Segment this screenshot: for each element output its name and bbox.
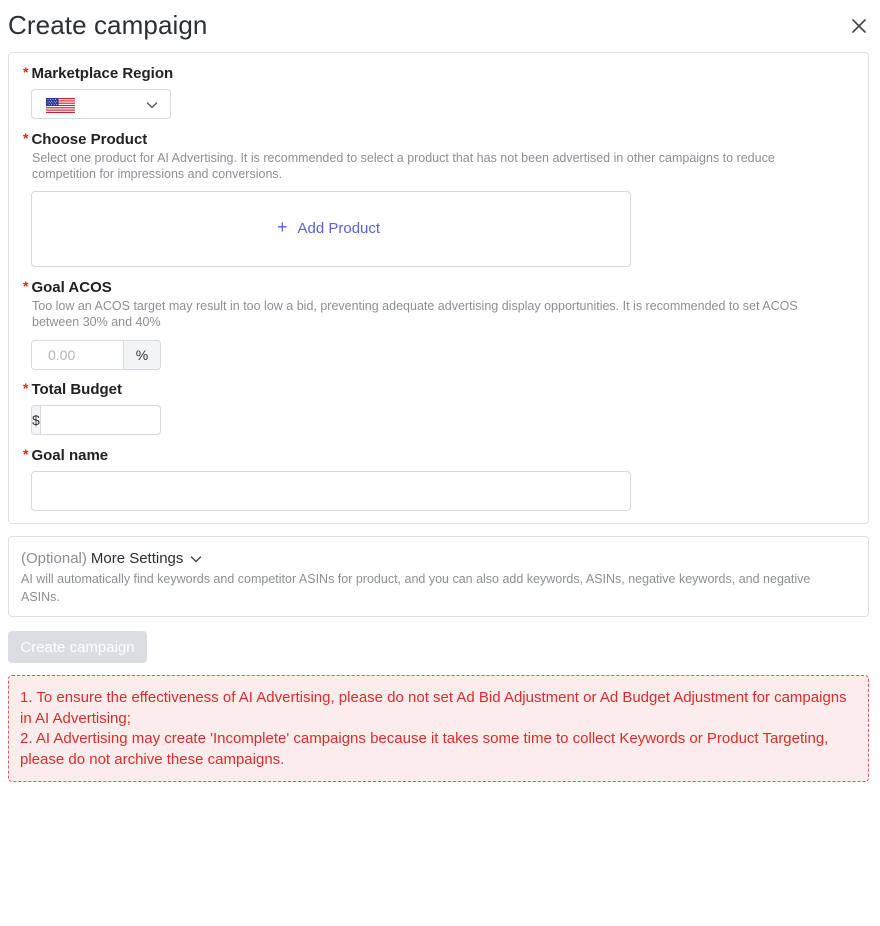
required-mark: * [23,130,29,146]
create-campaign-button[interactable]: Create campaign [8,631,147,663]
marketplace-region-select[interactable] [31,89,171,119]
goal-name-input[interactable] [31,471,631,511]
add-product-label: Add Product [297,219,381,237]
choose-product-label: * Choose Product [23,130,148,148]
required-mark: * [23,446,29,462]
required-mark: * [23,64,29,80]
goal-acos-label: * Goal ACOS [23,278,112,296]
more-settings-hint: AI will automatically find keywords and competitor ASINs for product, and you can also add keywords, ASINs, negative keywords, and negative ASINs. [21,572,811,604]
plus-icon: + [277,217,288,237]
more-settings-panel [8,536,869,617]
optional-label: (Optional) [21,550,87,567]
more-settings-toggle[interactable] [21,550,202,567]
close-icon [849,16,869,36]
chevron-down-icon [146,100,158,110]
goal-acos-field [31,340,161,370]
chevron-down-icon [190,554,202,564]
campaign-form [8,52,869,524]
choose-product-hint: Select one product for AI Advertising. It is recommended to select a product that has not been advertised in other campaigns to reduce competition for impressions and conversions. [32,151,775,181]
notice-item: 1. To ensure the effectiveness of AI Advertising, please do not set Ad Bid Adjustment or Ad Budget Adjustment for campaigns in AI Advertising; [20,689,847,727]
total-budget-label: * Total Budget [23,380,122,398]
goal-name-label: * Goal name [23,446,109,464]
goal-acos-hint: Too low an ACOS target may result in too low a bid, preventing adequate advertising display opportunities. It is recommended to set ACOS between 30% and 40% [32,299,798,329]
close-button[interactable] [849,16,869,36]
notice-item: 2. AI Advertising may create 'Incomplete' campaigns because it takes some time to collect Keywords or Product Targeting, please do not archive these campaigns. [20,730,829,768]
notice-box [8,675,869,782]
product-selection-area [31,191,631,267]
goal-acos-input[interactable] [32,341,123,369]
percent-suffix: % [123,341,160,369]
total-budget-input[interactable] [41,406,161,434]
us-flag-icon [46,98,75,113]
dollar-prefix: $ [32,406,41,434]
add-product-button[interactable] [277,219,380,237]
total-budget-field [31,405,161,435]
dialog-title: Create campaign [8,10,208,40]
marketplace-region-label: * Marketplace Region [23,64,174,82]
required-mark: * [23,380,29,396]
required-mark: * [23,278,29,294]
more-settings-label: More Settings [90,550,184,567]
